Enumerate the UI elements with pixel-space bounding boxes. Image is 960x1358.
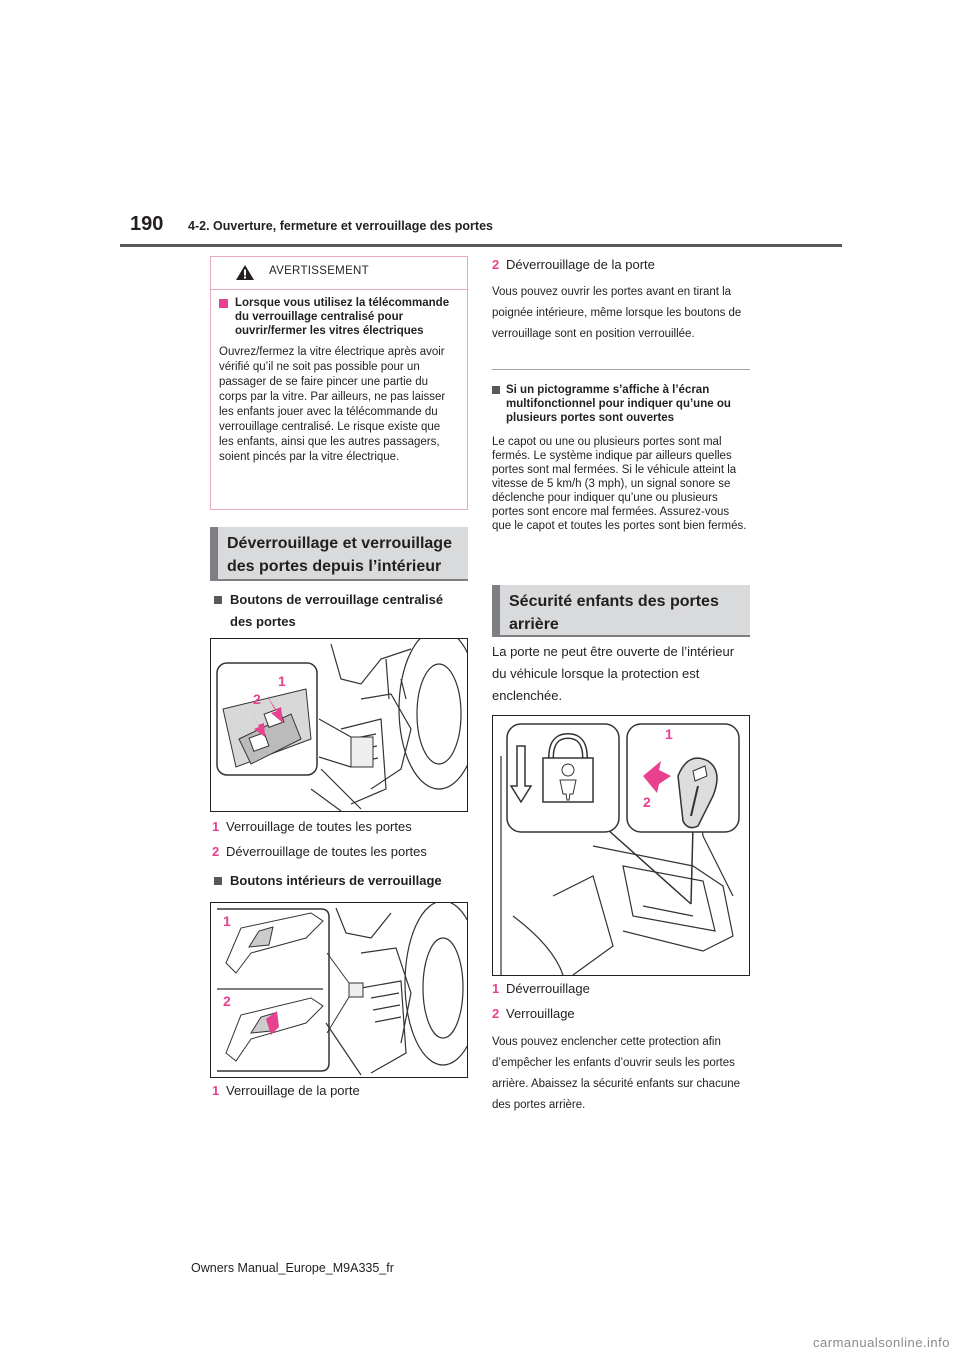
item-text: Verrouillage de la porte bbox=[226, 1083, 360, 1098]
callout-1: 1 bbox=[665, 726, 673, 742]
callout-1: 1 bbox=[223, 913, 231, 929]
warning-icon bbox=[235, 264, 255, 281]
rear-door-illustration bbox=[493, 716, 749, 975]
list-item bbox=[492, 1006, 575, 1021]
list-item bbox=[492, 257, 655, 272]
bullet-square-icon bbox=[214, 596, 222, 604]
item-number: 2 bbox=[492, 257, 500, 272]
section-title: 4-2. Ouverture, fermeture et verrouillage des portes bbox=[188, 219, 493, 233]
item-number: 2 bbox=[212, 844, 220, 859]
bullet-square-icon bbox=[492, 386, 500, 394]
paragraph-doors-not-closed: Le capot ou une ou plusieurs portes sont mal fermés. Le système indique par ailleurs quelles portes sont mal fermées. Si le véhicule atteint la vitesse de 5 km/h (3 mph), un signal sonore se déclenche pour indiquer qu’une ou plusieurs portes sont encore mal fermées. Assurez-vous que le capot et toutes les portes sont bien fermés. bbox=[492, 436, 747, 532]
list-item bbox=[492, 981, 590, 996]
warning-subtitle-text: Lorsque vous utilisez la télécommande du verrouillage centralisé pour ouvrir/fermer les vitres électriques bbox=[235, 297, 450, 337]
footer-doc-id: Owners Manual_Europe_M9A335_fr bbox=[191, 1261, 394, 1275]
item-number: 1 bbox=[492, 981, 500, 996]
item-number: 1 bbox=[212, 1083, 220, 1098]
door-panel-illustration bbox=[211, 903, 467, 1077]
item-text: Déverrouillage de toutes les portes bbox=[226, 844, 427, 859]
item-text: Verrouillage bbox=[506, 1006, 575, 1021]
subheading-text: Boutons intérieurs de verrouillage bbox=[230, 873, 442, 888]
separator bbox=[492, 369, 750, 370]
warning-body: Ouvrez/fermez la vitre électrique après avoir vérifié qu’il ne soit pas possible pour un passager de se faire pincer une partie du corps par la vitre. Par ailleurs, ne pas laisser les enfants jouer avec la télécommande du verrouillage centralisé. Le risque existe que les enfants, ainsi que les autres passagers, soient pincés par la vitre électrique. bbox=[219, 346, 446, 463]
subheading-central-lock-buttons bbox=[212, 589, 468, 633]
callout-1: 1 bbox=[278, 673, 286, 689]
warning-box bbox=[210, 256, 468, 510]
dashboard-illustration bbox=[211, 639, 467, 811]
header-rule bbox=[120, 244, 842, 247]
item-text: Déverrouillage de la porte bbox=[506, 257, 655, 272]
callout-2: 2 bbox=[643, 794, 651, 810]
bullet-square-icon bbox=[219, 299, 228, 308]
subheading-interior-lock-buttons bbox=[212, 873, 442, 888]
callout-2: 2 bbox=[223, 993, 231, 1009]
subheading-text: Si un pictogramme s’affiche à l’écran multifonctionnel pour indiquer qu’une ou plusieurs portes sont ouvertes bbox=[506, 384, 731, 424]
list-item bbox=[212, 819, 412, 834]
paragraph-front-doors: Vous pouvez ouvrir les portes avant en tirant la poignée intérieure, même lorsque les boutons de verrouillage sont en position verrouillée. bbox=[492, 286, 742, 340]
item-text: Déverrouillage bbox=[506, 981, 590, 996]
bullet-square-icon bbox=[214, 877, 222, 885]
heading-text: Sécurité enfants des portes arrière bbox=[509, 593, 719, 633]
list-item bbox=[212, 844, 427, 859]
item-number: 2 bbox=[492, 1006, 500, 1021]
page-number: 190 bbox=[130, 213, 164, 235]
watermark: carmanualsonline.info bbox=[813, 1335, 950, 1350]
list-item bbox=[212, 1083, 360, 1098]
warning-subtitle bbox=[219, 296, 457, 338]
heading-text: Déverrouillage et verrouillage des portes depuis l’intérieur bbox=[227, 535, 452, 575]
figure-central-lock-buttons bbox=[210, 638, 468, 812]
item-number: 1 bbox=[212, 819, 220, 834]
figure-child-safety-lock bbox=[492, 715, 750, 976]
heading-child-safety-locks bbox=[492, 585, 750, 637]
callout-2: 2 bbox=[253, 691, 261, 707]
subheading-text: Boutons de verrouillage centralisé des portes bbox=[230, 592, 444, 629]
heading-unlock-lock-inside bbox=[210, 527, 468, 581]
warning-title: AVERTISSEMENT bbox=[269, 265, 369, 277]
figure-interior-lock-buttons bbox=[210, 902, 468, 1078]
warning-header bbox=[211, 257, 467, 290]
item-text: Verrouillage de toutes les portes bbox=[226, 819, 412, 834]
subheading-door-open-pictogram bbox=[492, 383, 750, 425]
paragraph-child-lock-intro: La porte ne peut être ouverte de l’intérieur du véhicule lorsque la protection est enclenchée. bbox=[492, 644, 735, 703]
paragraph-child-lock-usage: Vous pouvez enclencher cette protection afin d’empêcher les enfants d’ouvrir seuls les portes arrière. Abaissez la sécurité enfants sur chacune des portes arrière. bbox=[492, 1036, 741, 1111]
